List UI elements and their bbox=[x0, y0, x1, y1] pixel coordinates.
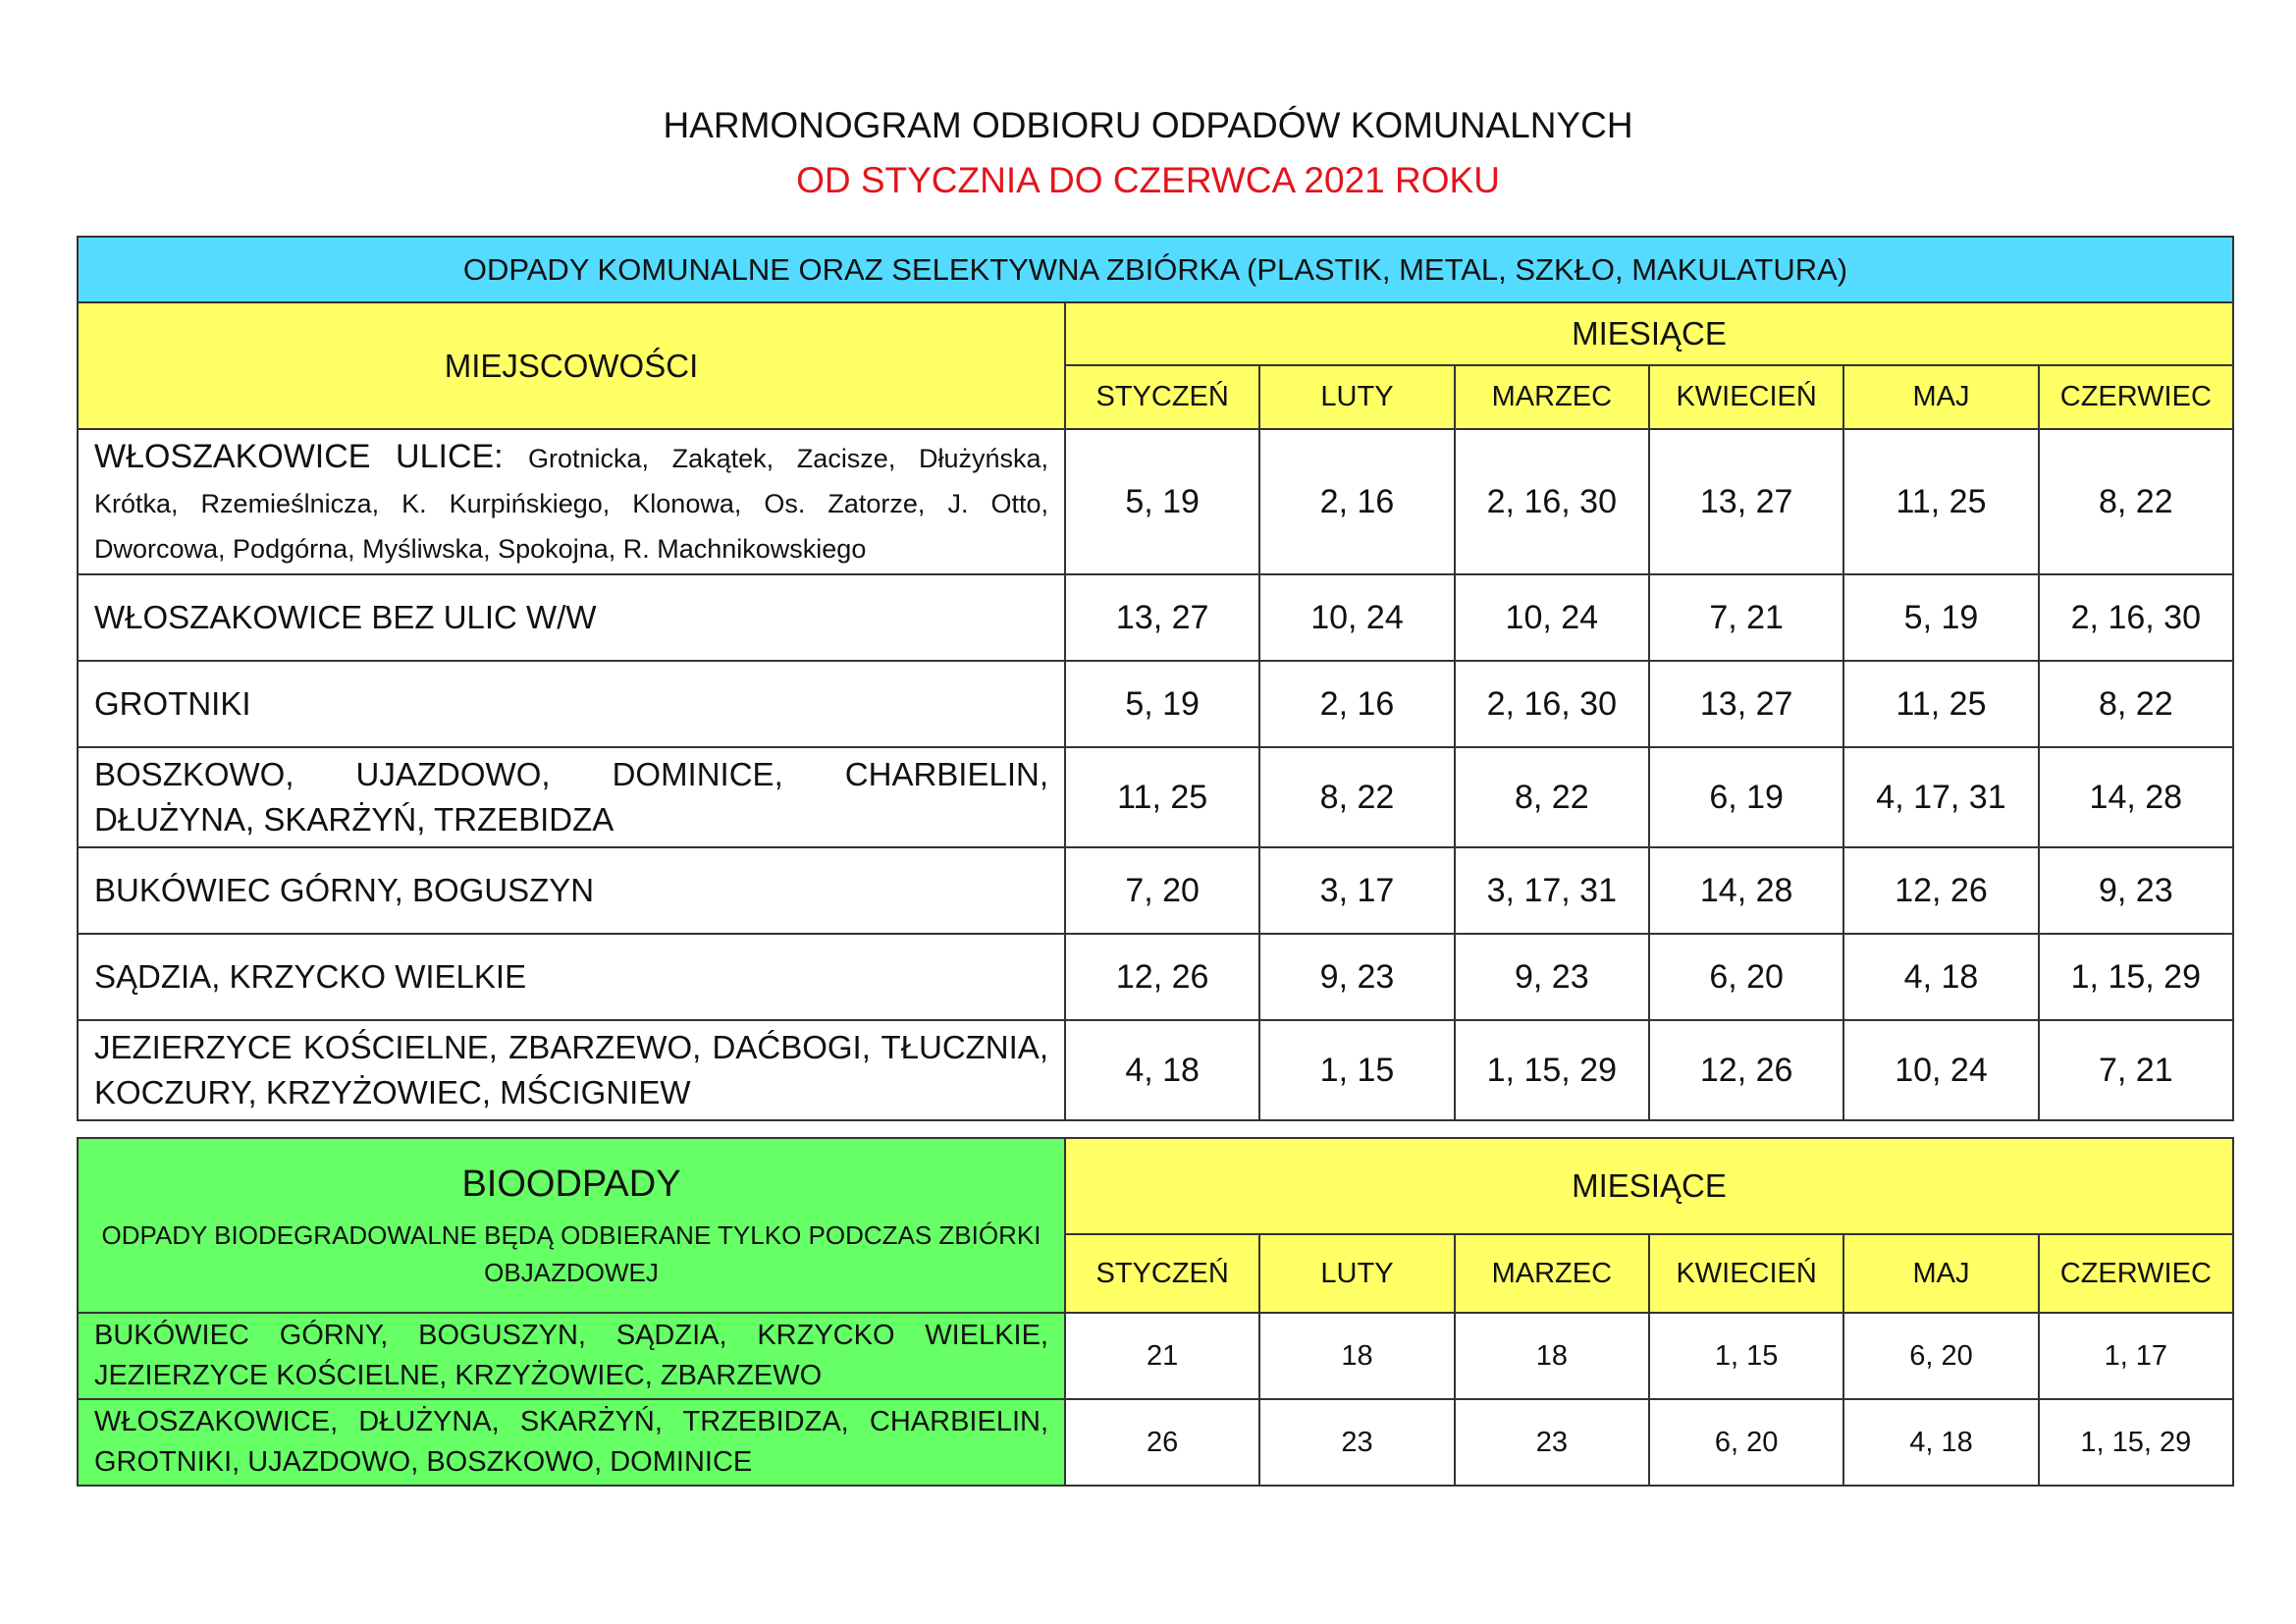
months-header: MIESIĄCE bbox=[1065, 1138, 2233, 1234]
document-header bbox=[0, 102, 2296, 204]
date-cell: 11, 25 bbox=[1065, 747, 1259, 847]
date-cell: 12, 26 bbox=[1843, 847, 2038, 934]
table-row bbox=[78, 1313, 2233, 1399]
date-cell: 7, 21 bbox=[1649, 574, 1843, 661]
date-cell: 21 bbox=[1065, 1313, 1259, 1399]
month-header-february: LUTY bbox=[1259, 365, 1454, 429]
date-cell: 11, 25 bbox=[1843, 661, 2038, 747]
table-row bbox=[78, 747, 2233, 847]
date-cell: 5, 19 bbox=[1065, 429, 1259, 574]
date-cell: 14, 28 bbox=[1649, 847, 1843, 934]
table-row bbox=[78, 661, 2233, 747]
location-cell: JEZIERZYCE KOŚCIELNE, ZBARZEWO, DAĆBOGI, TŁUCZNIA, KOCZURY, KRZYŻOWIEC, MŚCIGNIEW bbox=[78, 1020, 1065, 1120]
date-cell: 9, 23 bbox=[2039, 847, 2233, 934]
table-row bbox=[78, 847, 2233, 934]
document-title: HARMONOGRAM ODBIORU ODPADÓW KOMUNALNYCH bbox=[663, 105, 1633, 145]
date-cell: 3, 17 bbox=[1259, 847, 1454, 934]
date-cell: 23 bbox=[1259, 1399, 1454, 1486]
date-cell: 1, 15 bbox=[1259, 1020, 1454, 1120]
date-cell: 6, 19 bbox=[1649, 747, 1843, 847]
date-cell: 10, 24 bbox=[1843, 1020, 2038, 1120]
municipal-waste-schedule-table bbox=[77, 236, 2234, 1121]
date-cell: 9, 23 bbox=[1455, 934, 1649, 1020]
date-cell: 2, 16 bbox=[1259, 429, 1454, 574]
date-cell: 1, 15, 29 bbox=[2039, 1399, 2233, 1486]
location-cell: SĄDZIA, KRZYCKO WIELKIE bbox=[78, 934, 1065, 1020]
date-cell: 13, 27 bbox=[1065, 574, 1259, 661]
biowaste-title: BIOODPADY bbox=[461, 1164, 681, 1205]
date-cell: 4, 18 bbox=[1843, 934, 2038, 1020]
date-cell: 2, 16, 30 bbox=[1455, 661, 1649, 747]
date-cell: 18 bbox=[1455, 1313, 1649, 1399]
date-cell: 9, 23 bbox=[1259, 934, 1454, 1020]
month-header-june: CZERWIEC bbox=[2039, 365, 2233, 429]
document-subtitle: OD STYCZNIA DO CZERWCA 2021 ROKU bbox=[796, 160, 1500, 200]
table-row bbox=[78, 574, 2233, 661]
locations-header: MIEJSCOWOŚCI bbox=[78, 302, 1065, 429]
date-cell: 13, 27 bbox=[1649, 661, 1843, 747]
table-row bbox=[78, 429, 2233, 574]
date-cell: 10, 24 bbox=[1455, 574, 1649, 661]
month-header-february: LUTY bbox=[1259, 1234, 1454, 1313]
table-row bbox=[78, 1399, 2233, 1486]
date-cell: 5, 19 bbox=[1065, 661, 1259, 747]
month-header-april: KWIECIEŃ bbox=[1649, 1234, 1843, 1313]
month-header-january: STYCZEŃ bbox=[1065, 365, 1259, 429]
biowaste-note: ODPADY BIODEGRADOWALNE BĘDĄ ODBIERANE TYLKO PODCZAS ZBIÓRKI OBJAZDOWEJ bbox=[101, 1220, 1041, 1287]
location-streets: Grotnicka, Zakątek, Zacisze, Dłużyńska, Krótka, Rzemieślnicza, K. Kurpińskiego, Klonowa, Os. Zatorze, J. Otto, Dworcowa, Podgórna, Myśliwska, Spokojna, R. Machnikowskiego bbox=[94, 444, 1049, 564]
location-cell: WŁOSZAKOWICE BEZ ULIC W/W bbox=[78, 574, 1065, 661]
date-cell: 3, 17, 31 bbox=[1455, 847, 1649, 934]
date-cell: 4, 18 bbox=[1843, 1399, 2038, 1486]
biowaste-header bbox=[78, 1138, 1065, 1313]
date-cell: 14, 28 bbox=[2039, 747, 2233, 847]
date-cell: 6, 20 bbox=[1649, 934, 1843, 1020]
location-cell: BUKÓWIEC GÓRNY, BOGUSZYN bbox=[78, 847, 1065, 934]
date-cell: 2, 16 bbox=[1259, 661, 1454, 747]
date-cell: 12, 26 bbox=[1065, 934, 1259, 1020]
date-cell: 4, 18 bbox=[1065, 1020, 1259, 1120]
month-header-april: KWIECIEŃ bbox=[1649, 365, 1843, 429]
month-header-march: MARZEC bbox=[1455, 1234, 1649, 1313]
location-cell: BUKÓWIEC GÓRNY, BOGUSZYN, SĄDZIA, KRZYCKO WIELKIE, JEZIERZYCE KOŚCIELNE, KRZYŻOWIEC, ZBARZEWO bbox=[78, 1313, 1065, 1399]
location-cell: BOSZKOWO, UJAZDOWO, DOMINICE, CHARBIELIN, DŁUŻYNA, SKARŻYŃ, TRZEBIDZA bbox=[78, 747, 1065, 847]
date-cell: 11, 25 bbox=[1843, 429, 2038, 574]
date-cell: 8, 22 bbox=[1455, 747, 1649, 847]
date-cell: 4, 17, 31 bbox=[1843, 747, 2038, 847]
date-cell: 26 bbox=[1065, 1399, 1259, 1486]
date-cell: 10, 24 bbox=[1259, 574, 1454, 661]
date-cell: 7, 20 bbox=[1065, 847, 1259, 934]
months-header: MIESIĄCE bbox=[1065, 302, 2233, 365]
date-cell: 8, 22 bbox=[1259, 747, 1454, 847]
date-cell: 23 bbox=[1455, 1399, 1649, 1486]
month-header-may: MAJ bbox=[1843, 365, 2038, 429]
date-cell: 1, 15, 29 bbox=[2039, 934, 2233, 1020]
table-row bbox=[78, 934, 2233, 1020]
date-cell: 18 bbox=[1259, 1313, 1454, 1399]
table-row bbox=[78, 1020, 2233, 1120]
date-cell: 8, 22 bbox=[2039, 429, 2233, 574]
location-main: WŁOSZAKOWICE ULICE: bbox=[94, 438, 504, 475]
date-cell: 6, 20 bbox=[1649, 1399, 1843, 1486]
month-header-january: STYCZEŃ bbox=[1065, 1234, 1259, 1313]
date-cell: 5, 19 bbox=[1843, 574, 2038, 661]
month-header-march: MARZEC bbox=[1455, 365, 1649, 429]
location-cell: WŁOSZAKOWICE, DŁUŻYNA, SKARŻYŃ, TRZEBIDZA, CHARBIELIN, GROTNIKI, UJAZDOWO, BOSZKOWO, DOMINICE bbox=[78, 1399, 1065, 1486]
date-cell: 2, 16, 30 bbox=[1455, 429, 1649, 574]
date-cell: 12, 26 bbox=[1649, 1020, 1843, 1120]
date-cell: 7, 21 bbox=[2039, 1020, 2233, 1120]
table-banner: ODPADY KOMUNALNE ORAZ SELEKTYWNA ZBIÓRKA (PLASTIK, METAL, SZKŁO, MAKULATURA) bbox=[78, 237, 2233, 302]
biowaste-schedule-table bbox=[77, 1137, 2234, 1487]
month-header-june: CZERWIEC bbox=[2039, 1234, 2233, 1313]
date-cell: 1, 17 bbox=[2039, 1313, 2233, 1399]
date-cell: 8, 22 bbox=[2039, 661, 2233, 747]
date-cell: 1, 15, 29 bbox=[1455, 1020, 1649, 1120]
location-cell: GROTNIKI bbox=[78, 661, 1065, 747]
month-header-may: MAJ bbox=[1843, 1234, 2038, 1313]
location-cell bbox=[78, 429, 1065, 574]
date-cell: 2, 16, 30 bbox=[2039, 574, 2233, 661]
date-cell: 6, 20 bbox=[1843, 1313, 2038, 1399]
date-cell: 13, 27 bbox=[1649, 429, 1843, 574]
date-cell: 1, 15 bbox=[1649, 1313, 1843, 1399]
